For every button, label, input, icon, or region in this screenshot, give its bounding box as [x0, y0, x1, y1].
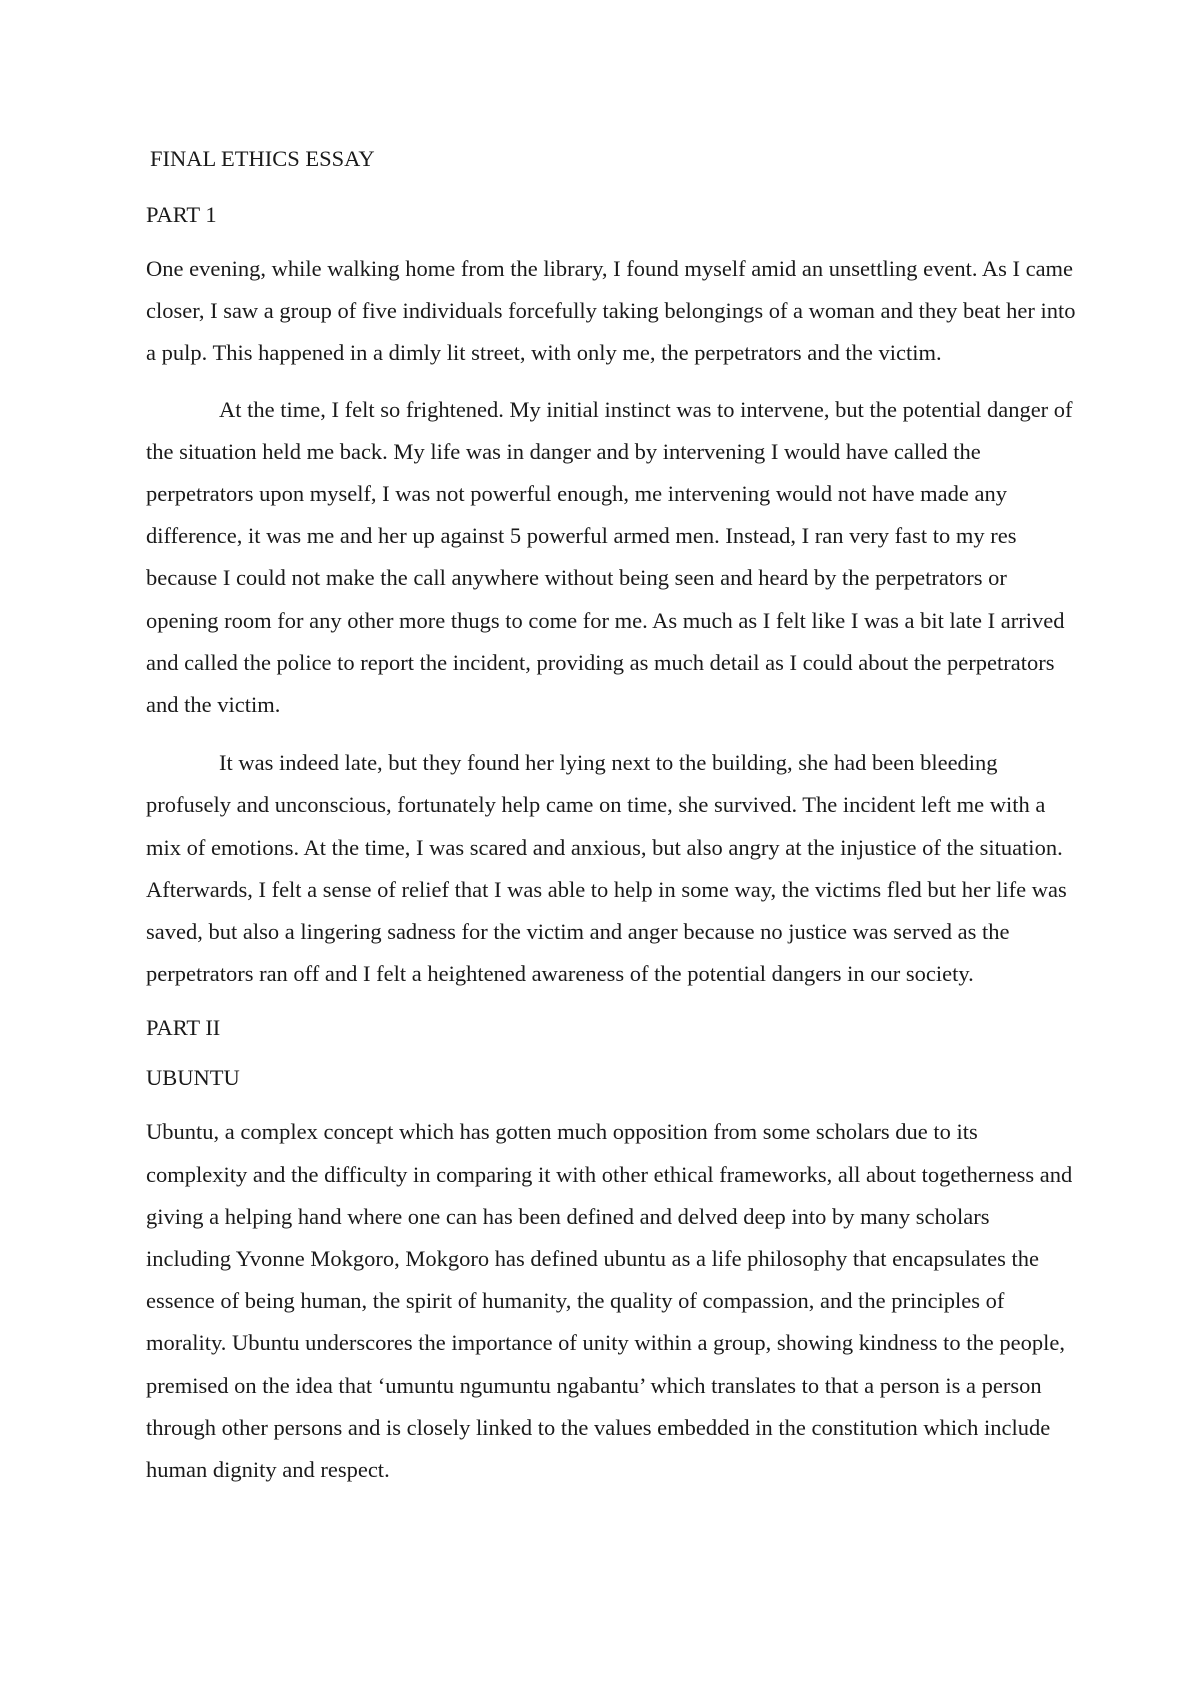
ubuntu-heading: UBUNTU	[146, 1065, 240, 1091]
part-1-paragraph-1: One evening, while walking home from the library, I found myself amid an unsettling event. As I came closer, I saw a group of five individuals forcefully taking belongings of a woman and they beat her into a pulp. This happened in a dimly lit street, with only me, the perpetrators and the victim.	[146, 256, 1076, 366]
part-1-paragraph-2: At the time, I felt so frightened. My initial instinct was to intervene, but the potential danger of the situation held me back. My life was in danger and by intervening I would have called the perpetrators upon myself, I was not powerful enough, me intervening would not have made any difference, it was me and her up against 5 powerful armed men. Instead, I ran very fast to my res because I could not make the call anywhere without being seen and heard by the perpetrators or opening room for any other more thugs to come for me. As much as I felt like I was a bit late I arrived and called the police to report the incident, providing as much detail as I could about the perpetrators and the victim.	[146, 396, 1073, 718]
essay-body	[146, 142, 1076, 1507]
part-2-heading: PART II	[146, 1015, 221, 1041]
part-2-paragraph-1: Ubuntu, a complex concept which has gotten much opposition from some scholars due to its complexity and the difficulty in comparing it with other ethical frameworks, all about togetherness and giving a helping hand where one can has been defined and delved deep into by many scholars including Yvonne Mokgoro, Mokgoro has defined ubuntu as a life philosophy that encapsulates the essence of being human, the spirit of humanity, the quality of compassion, and the principles of morality. Ubuntu underscores the importance of unity within a group, showing kindness to the people, premised on the idea that ‘umuntu ngumuntu ngabantu’ which translates to that a person is a person through other persons and is closely linked to the values embedded in the constitution which include human dignity and respect.	[146, 1119, 1073, 1483]
part-1-paragraph-3: It was indeed late, but they found her lying next to the building, she had been bleeding profusely and unconscious, fortunately help came on time, she survived. The incident left me with a mix of emotions. At the time, I was scared and anxious, but also angry at the injustice of the situation. Afterwards, I felt a sense of relief that I was able to help in some way, the victims fled but her life was saved, but also a lingering sadness for the victim and anger because no justice was served as the perpetrators ran off and I felt a heightened awareness of the potential dangers in our society.	[146, 750, 1067, 987]
essay-title: FINAL ETHICS ESSAY	[150, 146, 375, 171]
part-1-heading: PART 1	[146, 202, 217, 227]
